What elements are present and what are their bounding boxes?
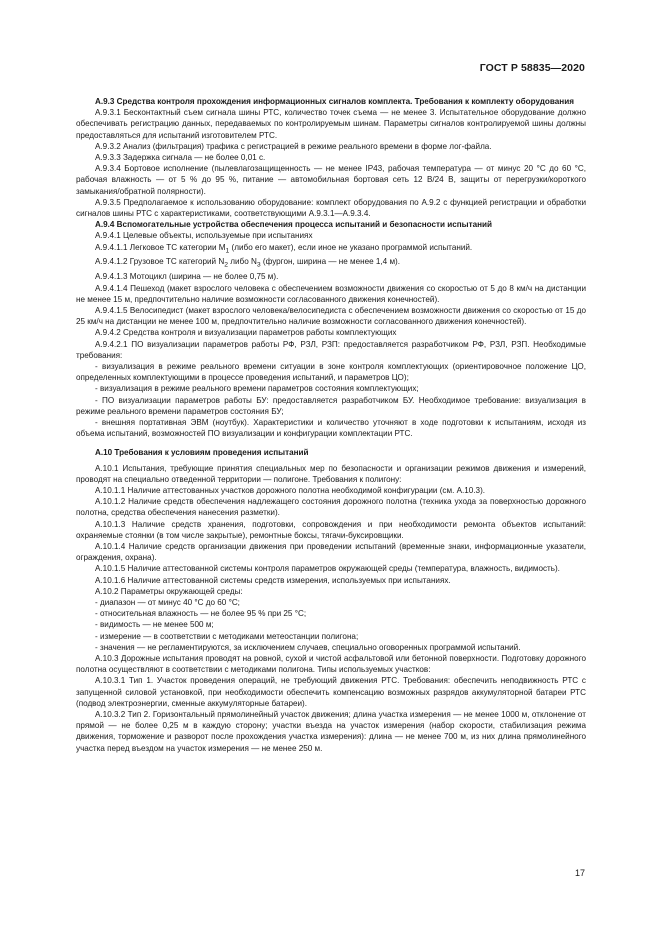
paragraph-m1 <box>76 242 586 257</box>
section-heading-a-9-4: А.9.4 Вспомогательные устройства обеспечения процесса испытаний и безопасности испытаний <box>95 220 493 230</box>
list-item: - внешняя портативная ЭВМ (ноутбук). Характеристики и количество уточняют в ходе подготовки к испытаниям, исходя из объема испытаний, возможностей ПО визуализации и конфигурации комплектации РТС. <box>76 417 586 439</box>
list-item: - измерение — в соответствии с методиками метеостанции полигона; <box>95 631 359 641</box>
text: А.9.4.1.2 Грузовое ТС категорий N <box>95 257 225 267</box>
section-heading-a-10: А.10 Требования к условиям проведения испытаний <box>95 448 309 458</box>
paragraph: А.9.3.5 Предполагаемое к использованию оборудование: комплект оборудования по А.9.2 с функцией регистрации и обработки сигналов шины РТС с характеристиками, соответствующими А.9.3.1—А.9.3.4. <box>76 197 586 219</box>
paragraph: А.9.3.4 Бортовое исполнение (пылевлагозащищенность — не менее IP43, рабочая температура — от минус 20 °С до 60 °С, рабочая влажность — от 5 % до 95 %, питание — автомобильная бортовая сеть 12 В/24 В, защиты от перегрузки/короткого замыкания/обратной полярности). <box>76 164 586 196</box>
subscript: 2 <box>224 262 229 270</box>
paragraph: А.10.1.3 Наличие средств хранения, подготовки, сопровождения и при необходимости ремонта объектов испытаний: охраняемые стоянки (в том числе закрытые), ремонтные боксы, тягачи-буксировщики. <box>76 519 586 540</box>
paragraph: А.9.3.2 Анализ (фильтрация) трафика с регистрацией в режиме реального времени в форме лог-файла. <box>95 141 492 151</box>
paragraph: А.10.1 Испытания, требующие принятия специальных мер по безопасности и организации режимов движения и измерений, проводят на специально отведенной территории — полигоне. Требования к полигону: <box>76 463 586 484</box>
text: (фургон, ширина — не менее 1,4 м). <box>260 257 401 267</box>
paragraph: А.9.4.1 Целевые объекты, используемые при испытаниях <box>95 231 313 241</box>
paragraph: А.10.3.1 Тип 1. Участок проведения операций, не требующий движения РТС. Требования: обеспечить неподвижность РТС с запущенной силовой установкой, при необходимости обеспечить компенсацию возможных разрядов аккумуляторной батареи РТС (подвод электроэнергии, сменные аккумуляторные батареи). <box>76 676 586 708</box>
subscript: 3 <box>256 262 261 270</box>
paragraph: А.9.4.1.3 Мотоцикл (ширина — не более 0,75 м). <box>95 272 279 282</box>
list-item: - видимость — не менее 500 м; <box>95 620 214 630</box>
section-heading-a-9-3: А.9.3 Средства контроля прохождения информационных сигналов комплекта. Требования к комплекту оборудования <box>95 97 574 106</box>
list-item: - относительная влажность — не более 95 % при 25 °С; <box>95 609 307 619</box>
list-item: - визуализация в режиме реального времени ситуации в зоне контроля комплектующих (ориентировочное положение ЦО, определенных комплектующими в процессе проведения испытаний, и параметров ЦО); <box>76 361 586 383</box>
paragraph: А.9.3.3 Задержка сигнала — не более 0,01 с. <box>95 153 266 163</box>
page-number: 17 <box>574 868 585 878</box>
paragraph: А.9.3.1 Бесконтактный съем сигнала шины РТС, количество точек съема — не менее 3. Испытательное оборудование должно обеспечивать регистрацию данных, передаваемых по контролируемым шинам. Параметры сигналов контролируемой шины должны предоставляться для испытаний изготовителем РТС. <box>76 108 586 140</box>
text: (либо его макет), если иное не указано программой испытаний. <box>229 242 473 252</box>
paragraph: А.10.1.5 Наличие аттестованной системы контроля параметров окружающей среды (температура, влажность, видимость). <box>95 564 560 574</box>
paragraph: А.10.3.2 Тип 2. Горизонтальный прямолинейный участок движения; длина участка измерения — не менее 1000 м, отклонение от прямой — не более 0,25 м в каждую сторону; участки въезда на участок измерения (набор скорости, стабилизация режима движения, торможение и разворот после прохождения участка измерения): длина — не менее 700 м, из них длина прямолинейного участка перед въездом на участок измерения — не менее 250 м. <box>76 710 586 753</box>
list-item: - диапазон — от минус 40 °С до 60 °С; <box>95 597 240 607</box>
subscript: 1 <box>225 247 230 255</box>
document-body <box>76 96 586 754</box>
paragraph-n2 <box>76 256 586 271</box>
paragraph: А.10.2 Параметры окружающей среды: <box>95 586 243 596</box>
paragraph: А.9.4.1.4 Пешеход (макет взрослого человека с обеспечением возможности движения со скоростью от 5 до 8 км/ч на дистанции не менее 15 м, предпочтительно наличие возможности согласованного движения конечностей). <box>76 283 586 304</box>
paragraph: А.10.1.6 Наличие аттестованной системы средств измерения, используемых при испытаниях. <box>95 575 451 585</box>
paragraph: А.9.4.1.5 Велосипедист (макет взрослого человека/велосипедиста с обеспечением возможности движения со скоростью от 15 до 25 км/ч на дистанции не менее 100 м, предпочтительно наличие возможности согласованного движения конечностей). <box>76 305 586 327</box>
paragraph: А.9.4.2 Средства контроля и визуализации параметров работы комплектующих <box>95 328 397 338</box>
paragraph: А.10.1.2 Наличие средств обеспечения надлежащего состояния дорожного полотна (техника ухода за поверхностью дорожного полотна, средства обеспечения нанесения разметки). <box>76 497 586 518</box>
list-item: - значения — не регламентируются, за исключением случаев, специально оговоренных программой испытаний. <box>95 642 521 652</box>
paragraph: А.10.1.1 Наличие аттестованных участков дорожного полотна необходимой конфигурации (см. А.10.3). <box>95 485 486 495</box>
paragraph: А.10.3 Дорожные испытания проводят на ровной, сухой и чистой асфальтовой или бетонной поверхности. Подготовку дорожного полотна осуществляют в соответствии с методиками полигона. Типы используемых участков: <box>76 654 586 675</box>
standard-header: ГОСТ Р 58835—2020 <box>479 62 585 74</box>
paragraph: А.9.4.2.1 ПО визуализации параметров работы РФ, РЗЛ, РЗП: предоставляется разработчиком РФ, РЗЛ, РЗП. Необходимые требования: <box>76 339 586 360</box>
list-item: - ПО визуализации параметров работы БУ: предоставляется разработчиком БУ. Необходимое требование: визуализация в режиме реального времени параметров состояния БУ; <box>76 395 586 416</box>
list-item: - визуализация в режиме реального времени параметров состояния комплектующих; <box>95 384 419 394</box>
text: А.9.4.1.1 Легковое ТС категории M <box>95 242 226 252</box>
paragraph: А.10.1.4 Наличие средств организации движения при проведении испытаний (временные знаки, информационные указатели, ограждения, охрана). <box>76 541 586 563</box>
text: либо N <box>228 257 257 267</box>
